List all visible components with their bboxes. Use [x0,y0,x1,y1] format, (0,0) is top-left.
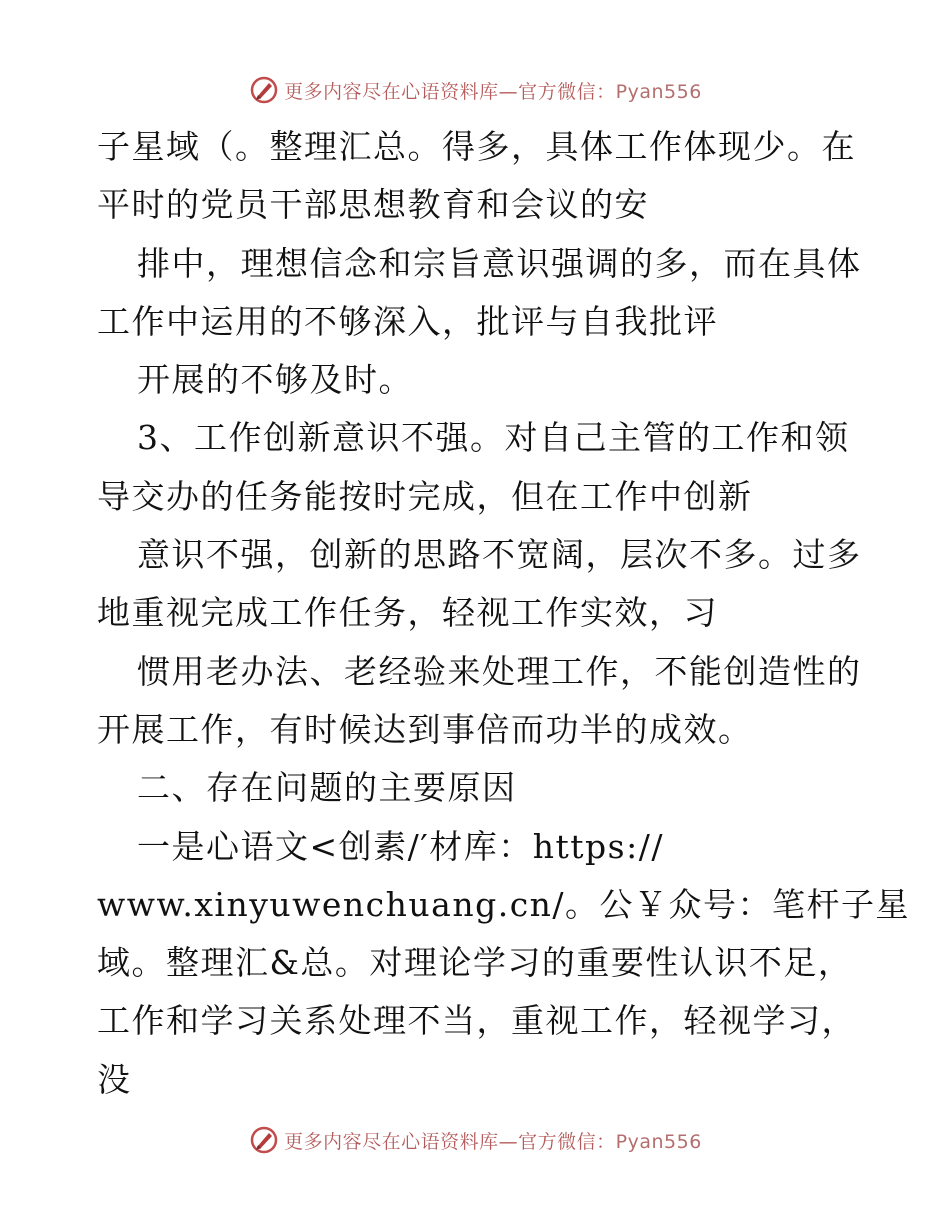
header-watermark [0,72,950,108]
document-body [97,118,911,1109]
text-line: 导交办的任务能按时完成，但在工作中创新 [97,476,753,516]
text-line: 意识不强，创新的思路不宽阔，层次不多。过多 [137,535,862,575]
text-line: 3、工作创新意识不强。对自己主管的工作和领 [137,418,850,458]
text-line: 开展的不够及时。 [137,360,413,400]
pen-nib-logo-icon [248,74,280,106]
watermark-prefix: 更多内容尽在心语资料库—官方微信： [284,1130,616,1153]
text-line: 二、存在问题的主要原因 [137,768,517,808]
text-line: 域。整理汇&总。对理论学习的重要性认识不足， [97,943,853,983]
text-line: 排中，理想信念和宗旨意识强调的多，而在具体 [137,243,862,283]
watermark-prefix: 更多内容尽在心语资料库—官方微信： [284,80,616,103]
text-line: 没 [97,1059,132,1099]
text-line: 子星域（。整理汇总。得多，具体工作体现少。在 [97,127,856,166]
text-line: 一是心语文<创素/′材库：https:// [137,826,664,866]
text-line: 工作中运用的不够深入，批评与自我批评 [97,301,718,341]
pen-nib-logo-icon [248,1124,280,1156]
text-line: 地重视完成工作任务，轻视工作实效，习 [97,593,718,633]
text-line: 开展工作，有时候达到事倍而功半的成效。 [97,709,753,749]
watermark-id: Pyan556 [615,1130,702,1153]
watermark-id: Pyan556 [615,80,702,103]
text-line: 惯用老办法、老经验来处理工作，不能创造性的 [137,651,862,691]
text-line: 工作和学习关系处理不当，重视工作，轻视学习， [97,1001,856,1041]
text-line: 平时的党员干部思想教育和会议的安 [97,185,649,225]
footer-watermark [0,1122,950,1158]
text-line: www.xinyuwenchuang.cn/。公￥众号：笔杆子星 [97,884,911,924]
